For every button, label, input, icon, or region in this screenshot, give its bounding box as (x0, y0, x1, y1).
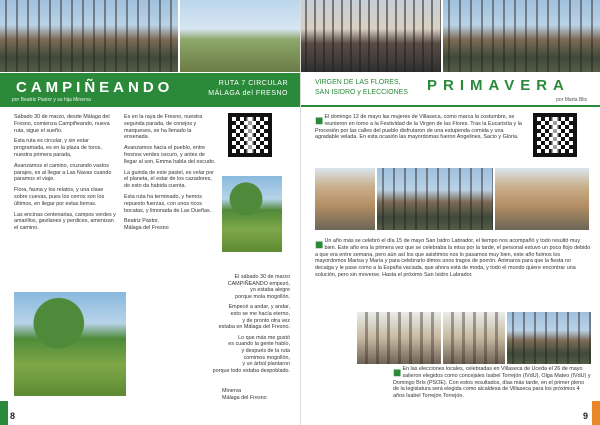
left-column-2 (124, 114, 218, 236)
left-subtitle-1: RUTA 7 CIRCULAR (218, 80, 288, 87)
right-title: PRIMAVERA (427, 77, 570, 94)
left-stanza-3: Avanzamos el camino, cruzando vastos parajes, es al llegar a Las Navas cuando paramos el viaje. (14, 162, 112, 183)
verse-line: es cuando la gente hablo, (228, 341, 290, 348)
dropcap-icon: ■ (315, 236, 324, 252)
verse-line: esto se me hacía eterno, (230, 310, 290, 317)
left-stanza-6: Es en la raya de Fresno, nuestra segunda parada, de conejos y marqueses, se ha llenado la ensenada. (124, 114, 203, 141)
procession-photo-2 (495, 168, 589, 230)
left-stanza-5: Las encinas centenarias, campos verdes y amarillos, gavilanes y perdices, amenizan el camino. (14, 211, 116, 232)
right-header-left-2: SAN ISIDRO y ELECCIONES (315, 89, 408, 96)
verse-block (130, 274, 290, 374)
dropcap-icon: ■ (315, 112, 324, 128)
church-interior-photo (301, 0, 441, 72)
left-subtitle-2: MÁLAGA del FRESNO (208, 90, 288, 97)
verse-line: yo estaba alegre (250, 287, 290, 294)
hikers-photo-small (222, 176, 282, 252)
paragraph-elecciones-text: En las elecciones locales, celebradas en Villaseca de Uceda el 26 de mayo salieron elegidos como concejales Isabel Torrejón (IVdU), Olga Mateo (IVdU) y Domingo Brís (PSOE). Con estos resultados, días más tarde, en el primer pleno de la legislatura será elegida como alcaldesa de Villaseca para los próximos 4 años Isabel Torrejón Torrejón. (393, 366, 591, 400)
qr-code-right[interactable] (533, 113, 577, 157)
paragraph-elecciones (393, 366, 591, 400)
left-title-band (0, 73, 300, 107)
left-signature-place: Málaga del Fresno (124, 225, 169, 232)
left-stanza-7: Avanzamos hacia el pueblo, entre fresnos verdes oscuro, y antes de llegar al son, Emma habla del escudo. (124, 145, 216, 165)
left-title: CAMPIÑEANDO (16, 79, 174, 96)
paragraph-san-isidro-text: Un año más se celebró el día 15 de mayo San Isidro Labrador, el tiempo nos acompañó y todo resultó muy bien. Este año era la primera vez que se celebraba la misa por la tarde, el personal estuvo un poco flojo debido a que era entre semana, pero aún así los que asistimos nos lo pasamos muy bien, este año fuimos los mayordomos Marisa y María y para celebrarlo dimos unos tragos de porrón. Animaros para que la fiesta no decaiga y le pase como a la España vaciada, que ahora está de moda, y todo el mundo quiere encontrar una solución, pero sin moverse. Hasta el próximo San Isidro Labrador. (315, 238, 591, 278)
left-stanza-2: Esta ruta es circular, y sin estar programada, es en la plaza de toros, nuestra primera parada, (14, 138, 102, 158)
verse-line: comimos mogollón, (243, 354, 290, 361)
page-number-left: 8 (10, 411, 16, 421)
page-number-right: 9 (582, 411, 588, 421)
election-photo-1 (357, 312, 441, 364)
right-header (301, 73, 600, 107)
procession-photo-1 (315, 168, 375, 230)
verse-line: porque todo estaba despoblado. (212, 367, 290, 374)
group-photo-bottom-left (14, 292, 126, 396)
page-corner-mark-left (0, 401, 8, 425)
paragraph-virgen-text: El domingo 12 de mayo las mujeres de Villaseca, como marca la costumbre, se reunieron en torno a la Festividad de la Virgen de las Flores. Tras la Eucaristía y la Procesión por las calles del pueblo disfrutaron de una estupenda comida y una agradable velada. En esta ocasión las mayordomas fueron Angelines, Sacio y Gloria. (315, 114, 522, 141)
women-group-photo (443, 0, 600, 72)
verse-line: y después de la ruta (241, 347, 290, 354)
village-photo-top-right (180, 0, 300, 72)
dropcap-icon: ■ (393, 364, 402, 380)
verse-line: estaba en Málaga del Fresno. (218, 324, 290, 331)
left-column-1 (14, 114, 118, 236)
verse-signature-place: Málaga del Fresno (222, 394, 267, 401)
election-photo-2 (443, 312, 505, 364)
verse-line: Lo que más me gustó (238, 334, 290, 341)
verse-line: CAMPIÑEANDO empezó, (227, 280, 290, 287)
san-isidro-group-photo (377, 168, 493, 230)
right-header-left-1: VIRGEN DE LAS FLORES, (315, 79, 401, 86)
verse-line: Empecé a andar, y andar, (228, 304, 290, 311)
left-stanza-4: Flora, fauna y los relatos, y una clase sobre cuevas, pues los cerros son los últimos, en llegar por estas tierras. (14, 187, 105, 207)
left-stanza-8: La guinda de este pastel, es velar por el planeta, el estar de los cazadores, de esto da habida cuenta. (124, 169, 214, 190)
verse-line: y un árbol plantaron (242, 361, 290, 368)
left-byline: por Beatriz Pastor y su hija Minerva (12, 97, 91, 103)
left-signature-name: Beatriz Pastor, (124, 218, 160, 225)
verse-line: porque mola mogollón. (235, 293, 290, 300)
group-photo-top-left (0, 0, 178, 72)
verse-line: y de pronto otra vez (242, 317, 290, 324)
right-page (300, 0, 600, 425)
verse-line: El sábado 30 de marzo (234, 274, 290, 280)
left-stanza-9: Esta ruta ha terminado, y hemos repuesto fuerzas, con unos ricos bocatas, y limonada de Las Dueñas. (124, 193, 212, 214)
verse-signature (222, 388, 292, 402)
page-corner-mark-right (592, 401, 600, 425)
left-stanza-1: Sábado 30 de marzo, desde Málaga del Fresno, comienza Campiñeando, nueva ruta, sigue el sueño. (14, 114, 110, 134)
paragraph-san-isidro (315, 238, 591, 279)
paragraph-virgen (315, 114, 523, 141)
qr-code-left[interactable] (228, 113, 272, 157)
election-photo-3 (507, 312, 591, 364)
right-byline: por Marta Blis (556, 97, 587, 103)
verse-signature-name: Minerva (222, 388, 242, 394)
